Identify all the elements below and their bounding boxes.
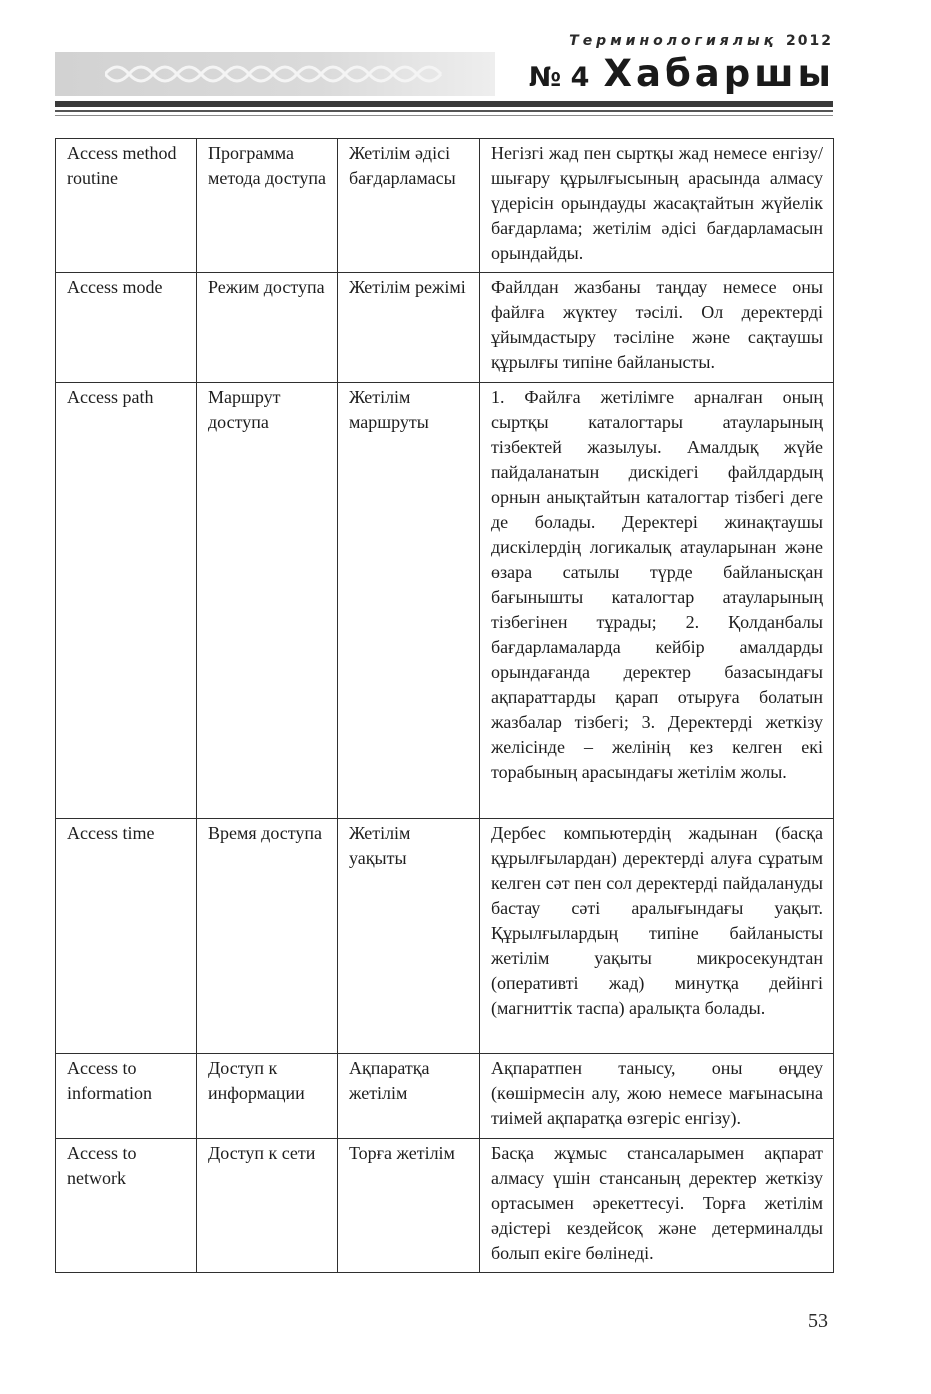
header-rule-hairline (55, 115, 833, 116)
table-row (56, 1139, 834, 1273)
header-rule (55, 101, 833, 107)
table-row (56, 383, 834, 819)
term-kazakh: Жетілім әдісі бағдарламасы (338, 139, 480, 273)
journal-subtitle (569, 33, 833, 49)
term-kazakh: Жетілім маршруты (338, 383, 480, 819)
term-english: Access method routine (56, 139, 197, 273)
table-row (56, 819, 834, 1054)
term-definition: Басқа жұмыс стансаларымен ақпарат алмасу үшін стансаның деректер жеткізу ортасымен әрекеттесуі. Торға жетілім әдістері кездейсоқ және детерминалды болып екіге бөлінеді. (480, 1139, 834, 1273)
term-definition: Негізгі жад пен сыртқы жад немесе енгізу/шығару құрылғысының арасында алмасу үдерісін орындауды жасақтайтын жүйелік бағдарлама; жетілім әдісі бағдарламасын орындайды. (480, 139, 834, 273)
term-definition: Дербес компьютердің жадынан (басқа құрылғылардан) деректерді алуға сұратым келген сәт пен сол деректерді пайдалануды бастау сәті аралығындағы уақыт. Құрылғылардың типіне байланысты жетілім уақыты микросекундтан (оперативті жад) минутқа дейінгі (магниттік таспа) аралықта болады. (480, 819, 834, 1054)
term-russian: Программа метода доступа (197, 139, 338, 273)
table-row (56, 139, 834, 273)
term-english: Access mode (56, 273, 197, 383)
term-russian: Доступ к информации (197, 1054, 338, 1139)
term-definition: 1. Файлға жетілімге арналған оның сыртқы каталогтары атауларының тізбектей жазылуы. Амалдық жүйе пайдаланатын дискідегі файлдардың орнын анықтайтын каталогтар тізбегі деге де болады. Деректері жинақтаушы дискілердің логикалық атауларынан және өзара сатылы түрде байланысқан бағынышты каталогтар атауларының тізбегінен тұрады; 2. Қолданбалы бағдарламаларда кейбір амалдарды орындағанда деректер базасындағы ақпараттарды қарап отыруға болатын жазбалар тізбегі; 3. Деректерді жеткізу желісінде – желінің кез келген екі торабының арасындағы жетілім жолы. (480, 383, 834, 819)
term-english: Access to network (56, 1139, 197, 1273)
journal-title: Хабаршы (603, 52, 835, 95)
term-russian: Время доступа (197, 819, 338, 1054)
term-russian: Маршрут доступа (197, 383, 338, 819)
ornament-pattern-icon (105, 58, 445, 90)
table-row (56, 1054, 834, 1139)
table-row (56, 273, 834, 383)
term-kazakh: Жетілім режімі (338, 273, 480, 383)
issue-number: № 4 (528, 62, 590, 93)
page-number: 53 (808, 1310, 828, 1332)
term-english: Access to information (56, 1054, 197, 1139)
glossary-table (55, 138, 834, 1273)
header-rule-thin (55, 110, 833, 112)
term-russian: Доступ к сети (197, 1139, 338, 1273)
term-definition: Файлдан жазбаны таңдау немесе оны файлға жүктеу тәсілі. Ол деректерді ұйымдастыру тәсіліне және сақтаушы құрылғы типіне байланысты. (480, 273, 834, 383)
term-kazakh: Торға жетілім (338, 1139, 480, 1273)
term-definition: Ақпаратпен танысу, оны өңдеу (көшірмесін алу, жою немесе мағынасына тиімей ақпаратқа өзгеріс енгізу). (480, 1054, 834, 1139)
term-english: Access path (56, 383, 197, 819)
term-russian: Режим доступа (197, 273, 338, 383)
term-english: Access time (56, 819, 197, 1054)
journal-subtitle-text: Терминологиялық (569, 33, 778, 49)
term-kazakh: Ақпаратқа жетілім (338, 1054, 480, 1139)
journal-masthead (528, 52, 835, 95)
journal-year: 2012 (786, 33, 833, 49)
header-ornament-banner (55, 52, 495, 96)
term-kazakh: Жетілім уақыты (338, 819, 480, 1054)
